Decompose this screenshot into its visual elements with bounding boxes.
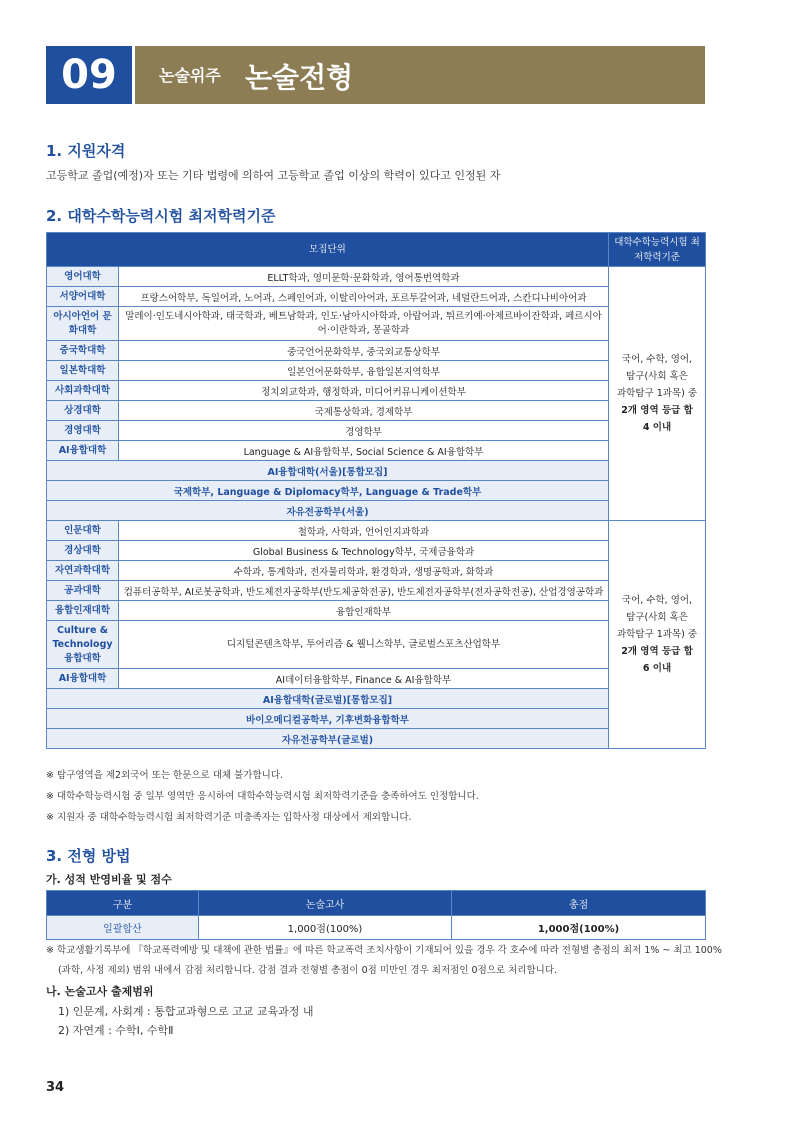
college-cell: 중국학대학 — [47, 341, 119, 361]
score-cell-essay: 1,000점(100%) — [199, 916, 452, 940]
table-row — [47, 689, 706, 709]
requirement-line: 과학탐구 1과목) 중 — [616, 629, 698, 640]
score-header-total: 총점 — [452, 891, 706, 916]
table-row — [47, 307, 706, 341]
merged-unit-cell: 자유전공학부(글로벌) — [47, 729, 609, 749]
requirement-line: 탐구(사회 혹은 — [626, 371, 688, 382]
table-row — [47, 287, 706, 307]
table-row — [47, 361, 706, 381]
score-header-essay: 논술고사 — [199, 891, 452, 916]
requirement-line: 4 이내 — [642, 422, 672, 433]
score-cell-category: 일괄합산 — [47, 916, 199, 940]
requirement-line: 2개 영역 등급 합 — [621, 405, 693, 416]
college-cell: 사회과학대학 — [47, 381, 119, 401]
departments-cell: 컴퓨터공학부, AI로봇공학과, 반도체전자공학부(반도체공학전공), 반도체전자공학부(전자공학전공), 산업경영공학과 — [119, 581, 609, 601]
college-cell: 일본학대학 — [47, 361, 119, 381]
departments-cell: 경영학부 — [119, 421, 609, 441]
requirement-cell — [609, 267, 706, 521]
subheading-ratio: 가. 성적 반영비율 및 점수 — [46, 873, 172, 886]
section-header — [46, 46, 705, 104]
table-row — [47, 621, 706, 669]
min-standard-table — [46, 232, 706, 749]
score-header-category: 구분 — [47, 891, 199, 916]
table-row — [47, 341, 706, 361]
section-number: 09 — [46, 46, 132, 104]
departments-cell: 프랑스어학부, 독일어과, 노어과, 스페인어과, 이탈리아어과, 포르투갈어과, 네덜란드어과, 스칸디나비아어과 — [119, 287, 609, 307]
page-number: 34 — [46, 1080, 65, 1095]
departments-cell: 융합인재학부 — [119, 601, 609, 621]
college-cell: AI융합대학 — [47, 669, 119, 689]
college-cell: 서양어대학 — [47, 287, 119, 307]
merged-unit-cell: AI융합대학(글로벌)[통합모집] — [47, 689, 609, 709]
section-title: 논술전형 — [245, 61, 354, 94]
violence-note-line2: (과학, 사정 제외) 범위 내에서 감점 처리합니다. 감점 결과 전형별 총점이 0점 미만인 경우 최저점인 0점으로 처리합니다. — [58, 965, 558, 976]
table-row — [47, 267, 706, 287]
departments-cell: Language & AI융합학부, Social Science & AI융합학부 — [119, 441, 609, 461]
merged-unit-cell: 자유전공학부(서울) — [47, 501, 609, 521]
table-row — [47, 441, 706, 461]
heading-min-standard: 2. 대학수학능력시험 최저학력기준 — [46, 207, 276, 225]
table-row — [47, 521, 706, 541]
eligibility-text: 고등학교 졸업(예정)자 또는 기타 법령에 의하여 고등학교 졸업 이상의 학력이 있다고 인정된 자 — [46, 169, 501, 182]
departments-cell: 정치외교학과, 행정학과, 미디어커뮤니케이션학부 — [119, 381, 609, 401]
footnote: ※ 대학수학능력시험 중 일부 영역만 응시하여 대학수학능력시험 최저학력기준을 충족하여도 인정합니다. — [46, 791, 479, 802]
college-cell: 상경대학 — [47, 401, 119, 421]
college-cell: 자연과학대학 — [47, 561, 119, 581]
heading-eligibility: 1. 지원자격 — [46, 142, 126, 160]
section-subtitle: 논술위주 — [159, 66, 221, 85]
departments-cell: 디지털콘텐츠학부, 투어리즘 & 웰니스학부, 글로벌스포츠산업학부 — [119, 621, 609, 669]
scope-item-2: 2) 자연계 : 수학Ⅰ, 수학Ⅱ — [58, 1024, 174, 1037]
departments-cell: 국제통상학과, 경제학부 — [119, 401, 609, 421]
college-cell: 경상대학 — [47, 541, 119, 561]
requirement-line: 과학탐구 1과목) 중 — [616, 388, 698, 399]
table-row — [47, 461, 706, 481]
footnote: ※ 탐구영역을 제2외국어 또는 한문으로 대체 불가합니다. — [46, 770, 284, 781]
table-row — [47, 481, 706, 501]
section-title-bar — [132, 46, 705, 104]
requirement-cell — [609, 521, 706, 749]
college-cell: 경영대학 — [47, 421, 119, 441]
departments-cell: 수학과, 통계학과, 전자물리학과, 환경학과, 생명공학과, 화학과 — [119, 561, 609, 581]
college-cell: Culture & Technology 융합대학 — [47, 621, 119, 669]
score-cell-total: 1,000점(100%) — [452, 916, 706, 940]
table-row — [47, 561, 706, 581]
departments-cell: 일본언어문화학부, 융합일본지역학부 — [119, 361, 609, 381]
departments-cell: Global Business & Technology학부, 국제금융학과 — [119, 541, 609, 561]
violence-note-line1: ※ 학교생활기록부에 『학교폭력예방 및 대책에 관한 법률』에 따른 학교폭력 조치사항이 기재되어 있을 경우 각 호수에 따라 전형별 총점의 최저 1% ~ 최고 100% — [46, 945, 722, 956]
requirement-line: 국어, 수학, 영어, — [621, 595, 693, 606]
departments-cell: 철학과, 사학과, 언어인지과학과 — [119, 521, 609, 541]
table-row — [47, 581, 706, 601]
table-row — [47, 709, 706, 729]
table-row — [47, 669, 706, 689]
requirement-line: 탐구(사회 혹은 — [626, 612, 688, 623]
table-row — [47, 421, 706, 441]
table-row — [47, 381, 706, 401]
college-cell: 공과대학 — [47, 581, 119, 601]
table-row — [47, 501, 706, 521]
score-table — [46, 890, 706, 940]
table-row — [47, 401, 706, 421]
heading-method: 3. 전형 방법 — [46, 847, 131, 865]
college-cell: 융합인재대학 — [47, 601, 119, 621]
merged-unit-cell: 국제학부, Language & Diplomacy학부, Language & Trade학부 — [47, 481, 609, 501]
subheading-scope: 나. 논술고사 출제범위 — [46, 985, 154, 998]
scope-item-1: 1) 인문계, 사회계 : 통합교과형으로 고교 교육과정 내 — [58, 1005, 314, 1018]
requirement-line: 6 이내 — [642, 663, 672, 674]
table-row — [47, 601, 706, 621]
departments-cell: AI데이터융합학부, Finance & AI융합학부 — [119, 669, 609, 689]
requirement-line: 국어, 수학, 영어, — [621, 354, 693, 365]
departments-cell: 말레이·인도네시아학과, 태국학과, 베트남학과, 인도·남아시아학과, 아랍어과, 튀르키예·아제르바이잔학과, 페르시아어·이란학과, 몽골학과 — [119, 307, 609, 341]
merged-unit-cell: 바이오메디컬공학부, 기후변화융합학부 — [47, 709, 609, 729]
departments-cell: ELLT학과, 영미문학·문화학과, 영어통번역학과 — [119, 267, 609, 287]
merged-unit-cell: AI융합대학(서울)[통합모집] — [47, 461, 609, 481]
departments-cell: 중국언어문화학부, 중국외교통상학부 — [119, 341, 609, 361]
header-unit: 모집단위 — [47, 233, 609, 267]
college-cell: 아시아언어 문화대학 — [47, 307, 119, 341]
table-row — [47, 729, 706, 749]
college-cell: AI융합대학 — [47, 441, 119, 461]
requirement-line: 2개 영역 등급 합 — [621, 646, 693, 657]
header-requirement: 대학수학능력시험 최저학력기준 — [609, 233, 706, 267]
table-row — [47, 541, 706, 561]
college-cell: 인문대학 — [47, 521, 119, 541]
college-cell: 영어대학 — [47, 267, 119, 287]
footnote: ※ 지원자 중 대학수학능력시험 최저학력기준 미충족자는 입학사정 대상에서 제외합니다. — [46, 812, 412, 823]
